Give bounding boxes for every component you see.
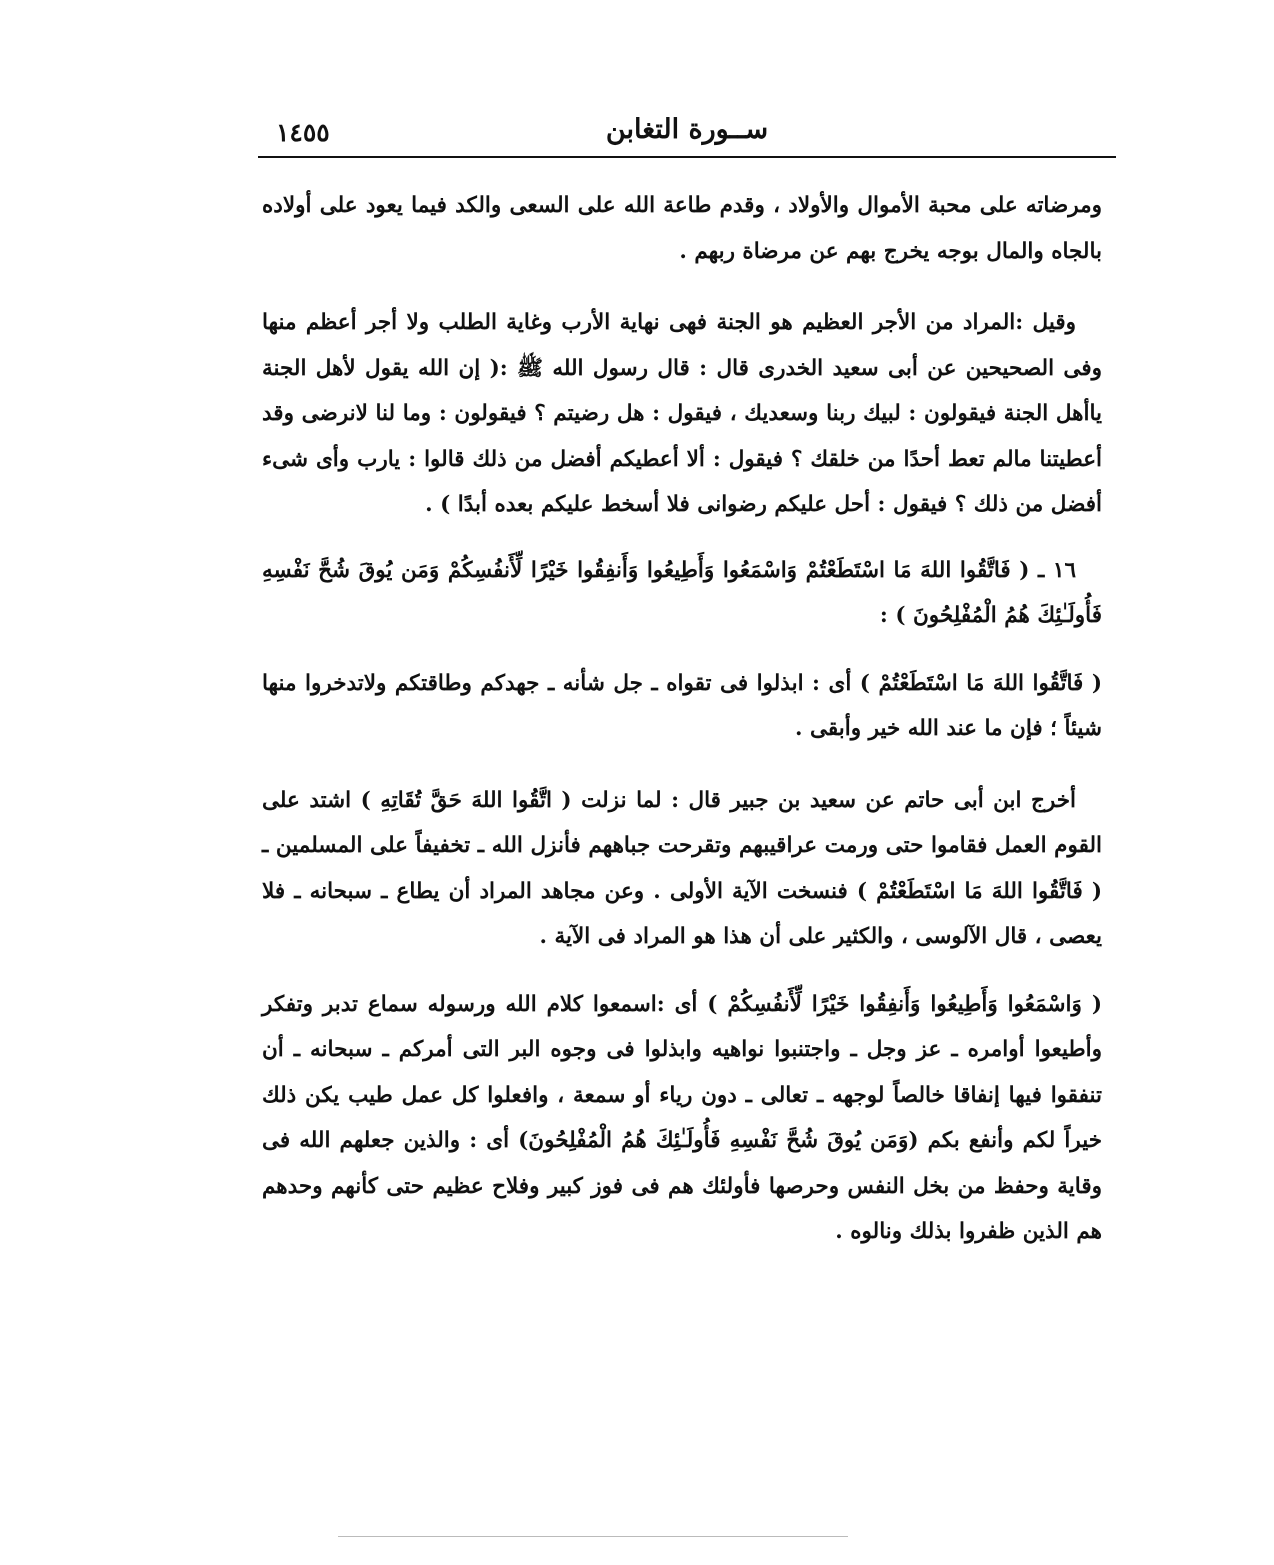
page-number: ١٤٥٥: [276, 118, 330, 147]
paragraph-6: ( وَاسْمَعُوا وَأَطِيعُوا وَأَنفِقُوا خَيْرًا لِّأَنفُسِكُمْ ) أى :اسمعوا كلام الله ورسوله سماع تدبر وتفكر وأطيعوا أوامره ـ عز وجل ـ واجتنبوا نواهيه وابذلوا فى وجوه البر التى أمركم ـ سبحانه ـ أن تنفقوا فيها إنفاقا خالصاً لوجهه ـ تعالى ـ دون رياء أو سمعة ، وافعلوا كل عمل طيب يكن ذلك خيراً لكم وأنفع بكم (وَمَن يُوقَ شُحَّ نَفْسِهِ فَأُولَـٰئِكَ هُمُ الْمُفْلِحُونَ) أى : والذين جعلهم الله فى وقاية وحفظ من بخل النفس وحرصها فأولئك هم فى فوز كبير وفلاح عظيم حتى كأنهم وحدهم هم الذين ظفروا بذلك ونالوه .: [262, 991, 1102, 1244]
verse-16: ١٦ ـ ( فَاتَّقُوا اللهَ مَا اسْتَطَعْتُمْ وَاسْمَعُوا وَأَطِيعُوا وَأَنفِقُوا خَيْرًا لِّأَنفُسِكُمْ وَمَن يُوقَ شُحَّ نَفْسِهِ فَأُولَـٰئِكَ هُمُ الْمُفْلِحُونَ ) :: [262, 557, 1102, 628]
page-header: [258, 108, 1116, 158]
paragraph-5: أخرج ابن أبى حاتم عن سعيد بن جبير قال : لما نزلت ( اتَّقُوا اللهَ حَقَّ تُقَاتِهِ ) اشتد على القوم العمل فقاموا حتى ورمت عراقيبهم وتقرحت جباههم فأنزل الله ـ تخفيفاً على المسلمين ـ ( فَاتَّقُوا اللهَ مَا اسْتَطَعْتُمْ ) فنسخت الآية الأولى . وعن مجاهد المراد أن يطاع ـ سبحانه ـ فلا يعصى ، قال الآلوسى ، والكثير على أن هذا هو المراد فى الآية .: [262, 787, 1102, 949]
page-body: [262, 183, 1102, 1255]
paragraph-4: ( فَاتَّقُوا اللهَ مَا اسْتَطَعْتُمْ ) أى : ابذلوا فى تقواه ـ جل شأنه ـ جهدكم وطاقتكم ولاتدخروا منها شيئاً ؛ فإن ما عند الله خير وأبقى .: [262, 670, 1102, 741]
paragraph-1: ومرضاته على محبة الأموال والأولاد ، وقدم طاعة الله على السعى والكد فيما يعود على أولاده بالجاه والمال بوجه يخرج بهم عن مرضاة ربهم .: [262, 193, 1102, 264]
surah-title: ســورة التغابن: [605, 114, 769, 145]
header-divider: [258, 156, 1116, 158]
footer-divider: [338, 1536, 848, 1537]
paragraph-2: وقيل :المراد من الأجر العظيم هو الجنة فهى نهاية الأرب وغاية الطلب ولا أجر أعظم منها وفى الصحيحين عن أبى سعيد الخدرى قال : قال رسول الله ﷺ :( إن الله يقول لأهل الجنة ياأهل الجنة فيقولون : لبيك ربنا وسعديك ، فيقول : هل رضيتم ؟ فيقولون : وما لنا لانرضى وقد أعطيتنا مالم تعط أحدًا من خلقك ؟ فيقول : ألا أعطيكم أفضل من ذلك قالوا : يارب وأى شىء أفضل من ذلك ؟ فيقول : أحل عليكم رضوانى فلا أسخط عليكم بعده أبدًا ) .: [262, 310, 1102, 517]
